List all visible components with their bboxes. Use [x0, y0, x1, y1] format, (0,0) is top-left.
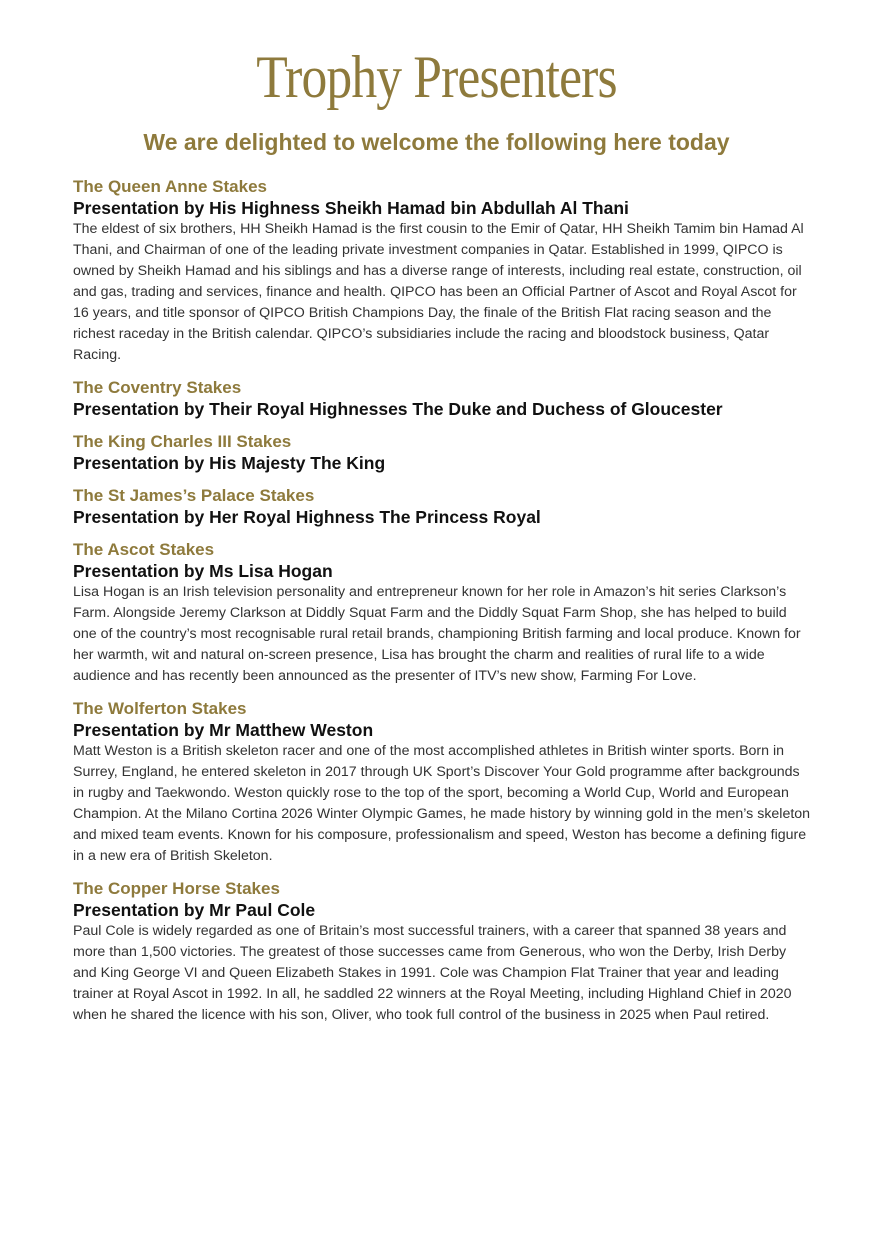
presenter-line: Presentation by His Majesty The King	[73, 453, 386, 473]
stake-name: The King Charles III Stakes	[73, 432, 292, 451]
presenter-bio: The eldest of six brothers, HH Sheikh Hamad is the first cousin to the Emir of Qatar, HH Sheikh Tamim bin Hamad Al Thani, and Chairman of one of the leading private investment companies in Qatar. Established in 1999, QIPCO is owned by Sheikh Hamad and his siblings and has a diverse range of interests, including real estate, construction, oil and gas, trading and services, finance and health. QIPCO has been an Official Partner of Ascot and Royal Ascot for 16 years, and title sponsor of QIPCO British Champions Day, the finale of the British Flat racing season and the richest raceday in the British calendar. QIPCO’s subsidiaries include the racing and bloodstock business, Qatar Racing.	[73, 221, 804, 363]
presenter-line: Presentation by Her Royal Highness The Princess Royal	[73, 507, 541, 527]
stake-copper-horse	[73, 878, 813, 1026]
stake-st-jamess-palace	[73, 485, 813, 528]
presenter-line: Presentation by Mr Matthew Weston	[73, 720, 374, 740]
stake-name: The Copper Horse Stakes	[73, 879, 280, 898]
presenter-bio: Matt Weston is a British skeleton racer and one of the most accomplished athletes in British winter sports. Born in Surrey, England, he entered skeleton in 2017 through UK Sport’s Discover Your Gold programme after backgrounds in rugby and Taekwondo. Weston quickly rose to the top of the sport, becoming a World Cup, World and European Champion. At the Milano Cortina 2026 Winter Olympic Games, he made history by winning gold in the men’s skeleton and mixed team events. Known for his composure, professionalism and speed, Weston has become a defining figure in a new era of British Skeleton.	[73, 743, 811, 864]
stake-name: The Wolferton Stakes	[73, 699, 247, 718]
stakes-list	[73, 176, 813, 1037]
stake-name: The Ascot Stakes	[73, 540, 215, 559]
stake-name: The Coventry Stakes	[73, 378, 242, 397]
stake-king-charles-iii	[73, 431, 813, 474]
presenter-bio: Paul Cole is widely regarded as one of Britain’s most successful trainers, with a career that spanned 38 years and more than 1,500 victories. The greatest of those successes came from Generous, who won the Derby, Irish Derby and King George VI and Queen Elizabeth Stakes in 1991. Cole was Champion Flat Trainer that year and leading trainer at Royal Ascot in 1992. In all, he saddled 22 winners at the Royal Meeting, including Highland Chief in 2020 when he shared the licence with his son, Oliver, who took full control of the business in 2025 when Paul retired.	[73, 923, 792, 1023]
stake-name: The St James’s Palace Stakes	[73, 486, 315, 505]
stake-wolferton	[73, 698, 813, 867]
stake-name: The Queen Anne Stakes	[73, 177, 267, 196]
presenter-line: Presentation by Mr Paul Cole	[73, 900, 316, 920]
page-title: Trophy Presenters	[256, 44, 617, 110]
stake-queen-anne	[73, 176, 813, 366]
page-subtitle: We are delighted to welcome the following here today	[143, 129, 730, 155]
presenter-bio: Lisa Hogan is an Irish television personality and entrepreneur known for her role in Amazon’s hit series Clarkson’s Farm. Alongside Jeremy Clarkson at Diddly Squat Farm and the Diddly Squat Farm Shop, she has helped to build one of the country’s most recognisable rural retail brands, championing British farming and local produce. Known for her warmth, wit and natural on-screen presence, Lisa has brought the charm and realities of rural life to a wide audience and has recently been announced as the presenter of ITV’s new show, Farming For Love.	[73, 584, 801, 684]
presenter-line: Presentation by Ms Lisa Hogan	[73, 561, 333, 581]
presenter-line: Presentation by Their Royal Highnesses The Duke and Duchess of Gloucester	[73, 399, 723, 419]
stake-ascot	[73, 539, 813, 687]
presenter-line: Presentation by His Highness Sheikh Hamad bin Abdullah Al Thani	[73, 198, 629, 218]
stake-coventry	[73, 377, 813, 420]
